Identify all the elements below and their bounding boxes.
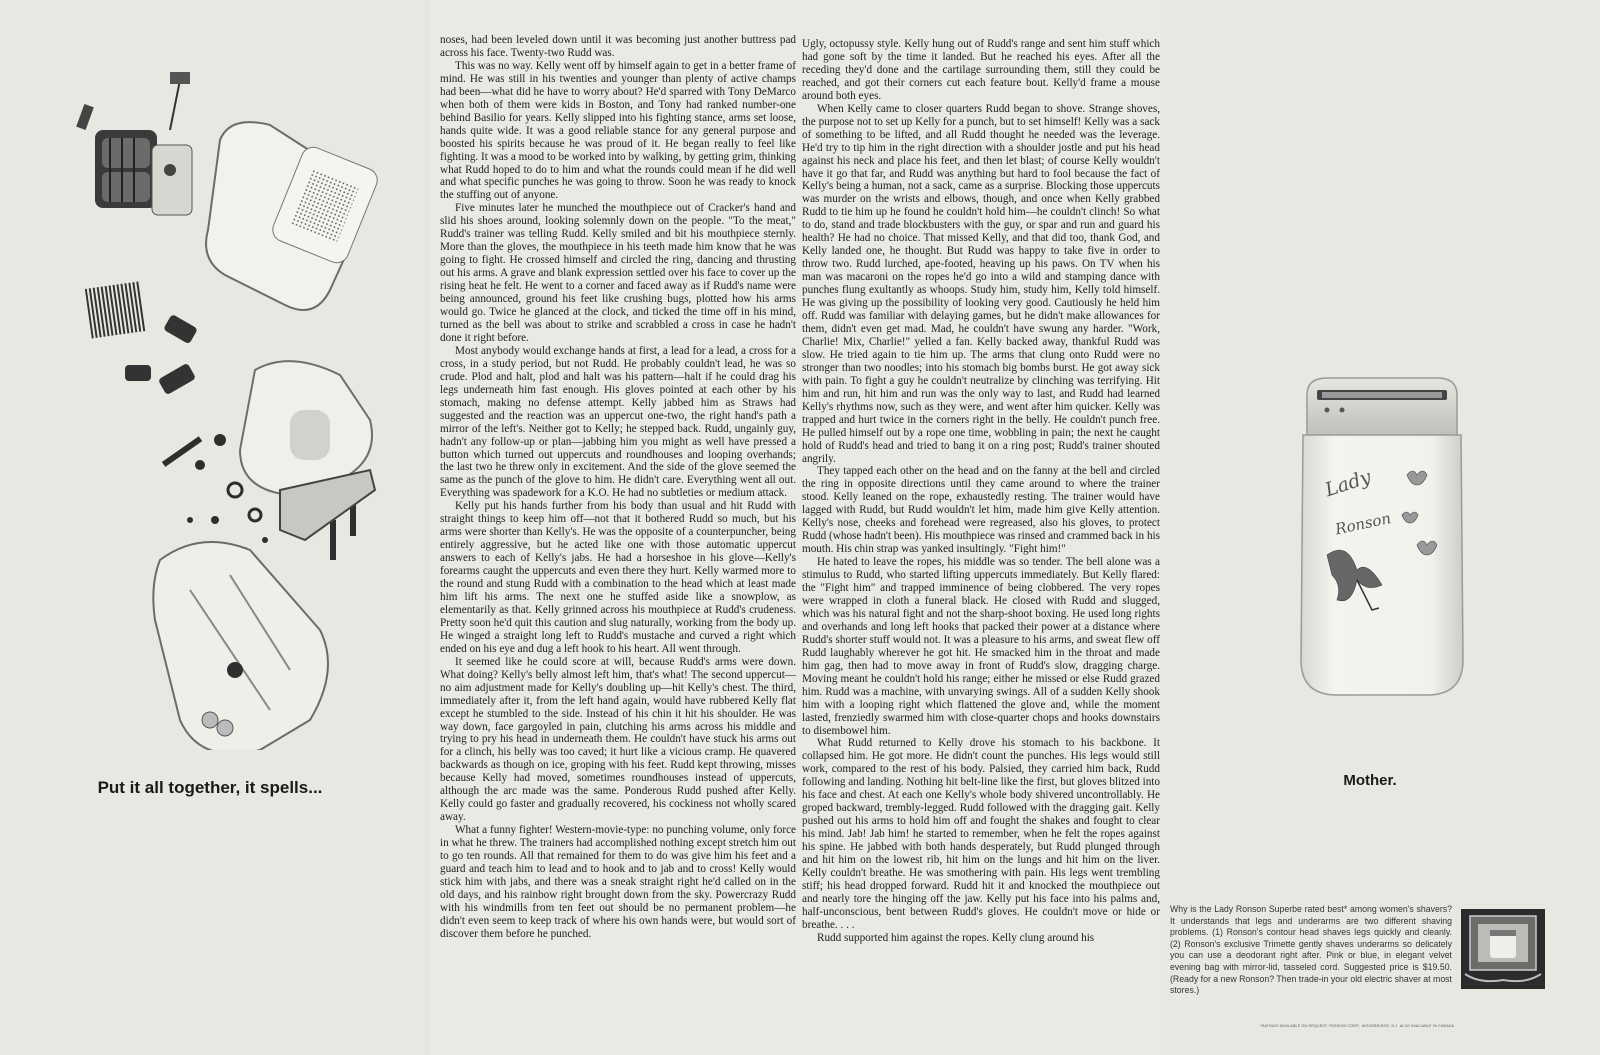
paragraph: They tapped each other on the head and on the fanny at the bell and circled the ring in opposite directions until they came around to where the trainer stood. Kelly leaned on the rope, exhaustedly resting. The trainer would have lagged with Rudd, but Rudd wouldn't let him, made him give Kelly attention. Kelly's nose, cheeks and forehead were regreased, also his gloves, to protect Rudd (whose hadn't been). His mouthpiece was rinsed and crammed back in his mouth. His chin strap was yanked insultingly. "Fight him!" (802, 465, 1160, 556)
lady-ronson-shaver-photo (1297, 370, 1467, 700)
paragraph: Five minutes later he munched the mouthpiece out of Cracker's hand and slid his shoes around, looking solemnly down on the people. "To the meat," Rudd's trainer was telling Rudd. Kelly smiled and bit his mouthpiece sternly. More than the gloves, the mouthpiece in his teeth made him know that he was going to fight. He crossed himself and circled the ring, dancing and thrusting out his arms. A grave and blank expression settled over his face to cover up the rising heat he felt. He went to a corner and faced away as if Rudd's name were being announced, ground his feet like crushing bugs, plotted how his arms would go. Twice he glanced at the clock, and ticked the time off in his mind, turned as the bell was about to strike and scrabbled a cross in case he hadn't done it right before. (440, 202, 796, 344)
paragraph: Ugly, octopussy style. Kelly hung out of Rudd's range and sent him stuff which had gone soft by the time it landed. But he reached his eyes. After all the receding they'd done and the cartilage surrounding them, still they could be reached, and got their corners cut each feature bout. Kelly'd frame a mouse around both eyes. (802, 38, 1160, 102)
paragraph: He hated to leave the ropes, his middle was so tender. The bell alone was a stimulus to Rudd, who started lifting uppercuts immediately. But Kelly flared: the "Fight him" and trapped imminence of being clobbered. The very ropes were wrapped in cloth a funeral black. He closed with Rudd and slugged, which was his natural fight and not the sharp-shoot boxing. He used long rights and overhands and long left hooks that packed their power at a distance where Rudd's shorter stuff would not. It was a pleasure to his arms, and sweat flew off Rudd laughably wherever he got hit. He smacked him in the throat and made him gag, then had to move away in front of Rudd's slow, dragging charge. Moving meant he couldn't hold his range; either he missed or else Rudd grazed him. Rudd was a machine, with unvarying swings. All of a sudden Kelly shook him with a looping right which flattened the glove and, while the moment lasted, frenziedly swarmed him with close-quarter chops and hooks downstairs to disembowel him. (802, 556, 1160, 737)
ad-tagline-left: Put it all together, it spells... (97, 778, 323, 797)
paragraph: It seemed like he could score at will, because Rudd's arms were down. What doing? Kelly's belly almost left him, that's what! The second uppercut—no aim adjustment made for Kelly's doubling up—hit Kelly's chest. The third, immediately after it, from the left hand again, would have rubbered Kelly flat except he stumbled to the side. Instead of his chin it hit his shoulder. He was way down, face gargoyled in pain, clutching his arms across his middle and trying to pry his head in underneath them. He couldn't have stuck his arms out for a clinch, his belly was too caved; it hurt like a vicious cramp. He quavered backwards as though on ice, groping with his feet. Rudd kept throwing, misses because Kelly had moved, sometimes roundhouses instead of uppercuts, although the arc made was the same. Ponderous Rudd pushed after Kelly. Kelly could go faster and gradually recovered, his cockiness not wholly scared away. (440, 655, 796, 824)
motor-coil-part (95, 72, 192, 215)
ad-fineprint: *RATINGS AVAILABLE ON REQUEST. RONSON CORP., WOODBRIDGE, N.J. ALSO AVAILABLE IN CANADA (1260, 1024, 1455, 1028)
shaver-head-cover-part (206, 122, 381, 310)
paragraph: Kelly put his hands further from his body than usual and hit Rudd with straight things to keep him off—not that it bothered Rudd so much, but his arms were shorter than Kelly's. He was the opposite of a counterpuncher, being entirely aggressive, but he acted like one with those automatic uppercut answers to each of Kelly's jabs. He had a horseshoe in his glove—Kelly's forearms caught the uppercuts and even there they hurt. Kelly warmed more to the round and stung Rudd with a combination to the head which at least made him lift his arms. The next one he stuffed aside like a snowplow, as elementarily as that. Kelly grinned across his mouthpiece at Rudd's crudeness. Pretty soon he'd quit this caution and slug naturally, working from the body up. He winged a straight long left to Rudd's mustache and curved a right which ended on his eye and dug a left hook to his heart. All went through. (440, 500, 796, 655)
cord-plug-part (76, 104, 94, 130)
paragraph: noses, had been leveled down until it was becoming just another buttress pad across his face. Twenty-two Rudd was. (440, 34, 796, 59)
paragraph: Most anybody would exchange hands at first, a lead for a lead, a cross for a cross, in a study period, but not Rudd. He probably couldn't lead, he was so crude. Plod and halt, plod and halt was his pattern—halt if he could drag his legs underneath him fast enough. His gloves pointed at each other by his stomach, making no defense attempt. Kelly jabbed him as Straws had suggested and the reaction was an uppercut one-two, the right hand's path a mirror of the left's. Neither got to Kelly; he stepped back. Rudd, ungainly guy, hadn't any follow-up or plan—jabbing him you might as well have pressed a button which turned out uppercuts and roundhouses and looping overhands; the last two he threw only in excitement. And the side of the glove seemed the same as the punch of the glove to him. He didn't care. Everything went all out. Everything was spadework for a K.O. He had no subtleties or medium attack. (440, 344, 796, 500)
shaver-brand-script-lady: Lady (1322, 465, 1374, 502)
shaver-brand-script-ronson: Ronson (1333, 509, 1393, 539)
velvet-case-photo (1460, 908, 1546, 990)
disassembled-shaver-photo (40, 20, 420, 750)
paragraph: What a funny fighter! Western-movie-type: no punching volume, only force in what he threw. The trainers had accomplished nothing except stretch him out to go ten rounds. All that remained for them to do was give him his feet and a guard and teach him to lead and to hook and to jab and to cross! Kelly would stick him with jabs, and there was a sneak straight right he'd called on in the old days, and his rainbow right brought down from the sky. Powercrazy Rudd with his windmills from ten feet out should be no permanent problem—he didn't even seem to keep track of where his own hands were, but would sort of discover them before he punched. (440, 824, 796, 940)
article-column-2 (802, 38, 1160, 945)
paragraph: Rudd supported him against the ropes. Kelly clung around his (817, 931, 1095, 944)
paragraph: What Rudd returned to Kelly drove his stomach to his backbone. It collapsed him. He got more. He didn't count the punches. His legs would still work, compared to the rest of his body. Palsied, they carried him back, Rudd following and landing. Nothing hit belt-line like the first, but gloves blitzed into his face and chest. At each one Kelly's whole body shivered uncontrollably. He groped backward, trembly-legged. Rudd followed with the dragging gait. Kelly pushed out his arms to hold him off and fought the shakes and fought to clear his mind. Jab! Jab him! he started to remember, when he felt the ropes against his spine. He jabbed with both hands desperately, but Rudd plunged through and hit him on the lowest rib, hit him on the lungs and hit him on the liver. Kelly couldn't breathe. He was smothering with pain. His legs went trembling stiff; his head dropped forward. Rudd hit it and knocked the mouthpiece out and nearly tore the hinging off the jaw. Kelly put his face into his palms and, half-unconscious, bent between Rudd's gloves. He couldn't move or hide or breathe. . . . (802, 737, 1160, 931)
ad-left-panel (0, 0, 425, 1055)
ad-right-panel (1160, 0, 1600, 1055)
article-column-1 (440, 34, 796, 941)
ad-tagline-right: Mother. (1343, 772, 1397, 789)
paragraph: When Kelly came to closer quarters Rudd began to shove. Strange shoves, the purpose not to set up Kelly for a punch, but to set himself! Kelly was a sack of something to be lifted, and all Rudd thought he needed was the leverage. He'd try to tip him in the right direction with a shoulder jostle and put his head against his neck and place his feet, and then let blast; of course Kelly wouldn't have it go that far, and Rudd was anything but hard to fool because the fact of Kelly's being a human, not a sack, came as a surprise. Blocking those uppercuts was murder on the wrists and elbows, though, and once when Kelly grabbed Rudd to tie him up he found he couldn't hold him—he couldn't clinch! So what to do, stand and trade blockbusters with the guy, or spar and run and guard his health? He had no choice. That missed Kelly, and that did too, thank God, and Kelly landed one, he thought. But Rudd was happy to take five in order to throw two. Rudd lurched, ape-footed, heaving up his paws. On TV when his man was macaroni on the ropes he'd go into a wild and stamping dance with punches flung exultantly as whoops. Study him, study him, Kelly told himself. He was giving up the possibility of looking very good. Cautiously he held him off. Rudd was familiar with delaying games, but he didn't make allowances for them, didn't even get mad. Mad, he couldn't have swung any harder. "Work, Charlie! Mix, Charlie!" yelled a fan. Kelly backed away, thankful Rudd was slow. He tried again to tie him up. The arms that clung onto Rudd were no stronger than two noodles; into his stomach big bombs burst. He got away sick with pain. To fight a guy he couldn't neutralize by clinching was terrifying. Hit him and run, hit him and run was the only way to last, and Rudd had learned Kelly's rhythms now, such as they were, and went after him quicker. Kelly was trapped and hurt twice in the corners right in the belly. He couldn't punch free. He pulled himself out by a rope one time, wobbling in pain; the next he caught hold of Rudd's head and tried to bang it on a ring post; Rudd's trainer shouted angrily. (802, 102, 1160, 465)
article-body (430, 0, 1160, 1055)
paragraph: This was no way. Kelly went off by himself again to get in a better frame of mind. He was still in his twenties and younger than plenty of active champs had been—what did he have to worry about? He'd sparred with Tony DeMarco when both of them were kids in Boston, and Tony had ranked number-one behind Basilio for years. Kelly slipped into his fighting stance, arms set loose, hands quite wide. It was a good reliable stance for any general purpose and boosted his spirits because he was proud of it. He began really to feel like fighting. It was a mood to be worked into by walking, by getting grim, thinking what Rudd hoped to do to him and what the rounds could mean if he did well and what specific punches he was going to throw. Soon he was ready to knock the stuffing out of anyone. (440, 59, 796, 202)
shaver-base-housing-part (153, 542, 328, 750)
ad-body-copy: Why is the Lady Ronson Superbe rated best* among women's shavers? It understands that legs and underarms are two different shaving problems. (1) Ronson's contour head shaves legs quickly and cleanly. (2) Ronson's exclusive Trimette gently shaves underarms so delicately you can use a deodorant right after. Pink or blue, in elegant velvet evening bag with mirror-lid, tasseled cord. Suggested price is $19.50. (Ready for a new Ronson? Then trade-in your old electric shaver at most stores.) (1170, 904, 1452, 996)
cutter-blade-part (85, 281, 146, 338)
